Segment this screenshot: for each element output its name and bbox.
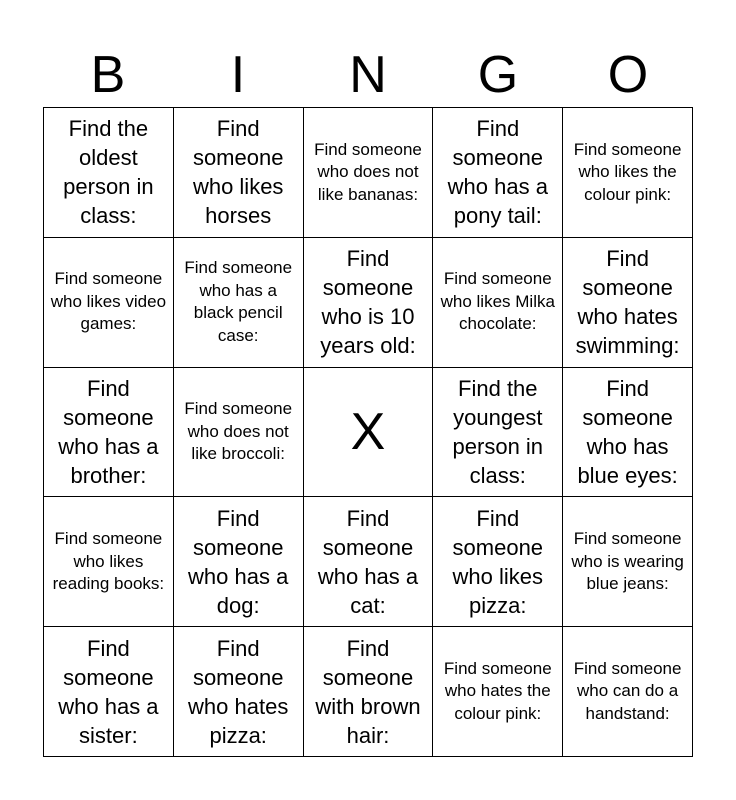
bingo-cell[interactable]: Find someone who does not like bananas: — [304, 108, 434, 238]
bingo-cell[interactable]: Find someone who likes video games: — [44, 238, 174, 368]
bingo-cell[interactable]: Find the youngest person in class: — [433, 368, 563, 498]
bingo-cell[interactable]: Find someone who does not like broccoli: — [174, 368, 304, 498]
bingo-cell[interactable]: Find someone who has blue eyes: — [563, 368, 693, 498]
free-space-cell[interactable]: X — [304, 368, 434, 498]
bingo-cell[interactable]: Find someone who has a dog: — [174, 497, 304, 627]
bingo-header — [43, 44, 693, 106]
header-letter-g: G — [477, 46, 519, 104]
bingo-cell[interactable]: Find someone who likes reading books: — [44, 497, 174, 627]
bingo-cell[interactable]: Find someone who likes horses — [174, 108, 304, 238]
bingo-cell[interactable]: Find someone who likes Milka chocolate: — [433, 238, 563, 368]
bingo-cell[interactable]: Find someone who hates pizza: — [174, 627, 304, 757]
bingo-board — [43, 107, 693, 757]
header-letter-i: I — [230, 46, 246, 104]
bingo-cell[interactable]: Find someone with brown hair: — [304, 627, 434, 757]
bingo-cell[interactable]: Find someone who is wearing blue jeans: — [563, 497, 693, 627]
bingo-cell[interactable]: Find the oldest person in class: — [44, 108, 174, 238]
bingo-cell[interactable]: Find someone who hates the colour pink: — [433, 627, 563, 757]
header-letter-n: N — [349, 46, 387, 104]
bingo-cell[interactable]: Find someone who has a pony tail: — [433, 108, 563, 238]
bingo-cell[interactable]: Find someone who can do a handstand: — [563, 627, 693, 757]
bingo-cell[interactable]: Find someone who likes pizza: — [433, 497, 563, 627]
header-letter-b: B — [90, 46, 126, 104]
header-letter-o: O — [607, 46, 649, 104]
bingo-cell[interactable]: Find someone who has a cat: — [304, 497, 434, 627]
bingo-cell[interactable]: Find someone who has a brother: — [44, 368, 174, 498]
bingo-cell[interactable]: Find someone who hates swimming: — [563, 238, 693, 368]
bingo-cell[interactable]: Find someone who is 10 years old: — [304, 238, 434, 368]
bingo-cell[interactable]: Find someone who has a black pencil case: — [174, 238, 304, 368]
bingo-cell[interactable]: Find someone who likes the colour pink: — [563, 108, 693, 238]
bingo-cell[interactable]: Find someone who has a sister: — [44, 627, 174, 757]
